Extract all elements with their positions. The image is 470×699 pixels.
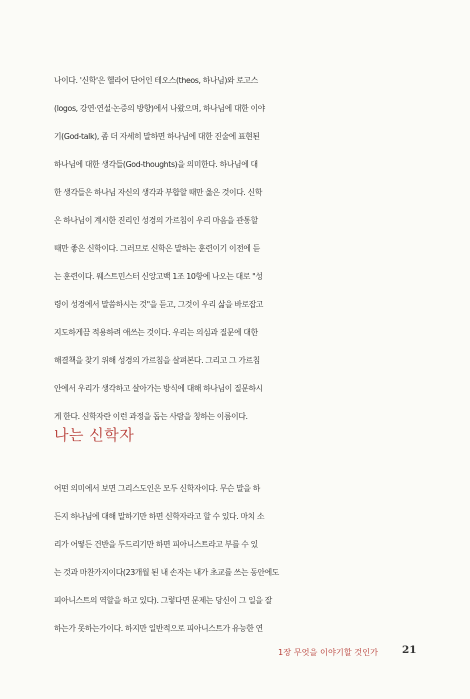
text-line: 은 하나님이 계시한 진리인 성경의 가르침이 우리 마음을 관통할 [54,216,258,225]
text-line: 때만 좋은 신학이다. 그러므로 신학은 말하는 훈련이기 이전에 듣 [54,244,260,253]
text-line: 는 훈련이다. 웨스트민스터 신앙고백 1조 10항에 나오는 대로 "성 [54,272,263,281]
text-line: 기(God-talk), 좀 더 자세히 말하면 하나님에 대한 진술에 표현된 [54,132,260,141]
text-line: 지도하게끔 적용하려 애쓰는 것이다. 우리는 의심과 질문에 대한 [54,328,258,337]
text-line: 령이 성경에서 말씀하시는 것"을 듣고, 그것이 우리 삶을 바로잡고 [54,300,264,309]
page-number: 21 [402,644,417,656]
text-line: 하는가 못하는가이다. 하지만 일반적으로 피아니스트가 유능한 연 [54,624,263,633]
body-paragraph-1 [54,67,424,431]
body-paragraph-2 [54,475,424,643]
text-line: (logos, 강연·연설·논증의 방향)에서 나왔으며, 하나님에 대한 이야 [54,104,265,113]
text-line: 나이다. '신학'은 헬라어 단어인 테오스(theos, 하나님)와 로고스 [54,76,258,85]
text-line: 는 것과 마찬가지이다(23개월 된 내 손자는 내가 초교를 쓰는 동안에도 [54,568,279,577]
text-line: 한 생각들은 하나님 자신의 생각과 부합할 때만 옳은 것이다. 신학 [54,188,263,197]
text-line: 든지 하나님에 대해 말하기만 하면 신학자라고 할 수 있다. 마치 소 [54,512,265,521]
text-line: 게 한다. 신학자란 이런 과정을 돕는 사람을 칭하는 이름이다. [54,412,248,421]
text-line: 안에서 우리가 생각하고 살아가는 방식에 대해 하나님이 질문하시 [54,384,263,393]
text-line: 피아니스트의 역할을 하고 있다). 그렇다면 문제는 당신이 그 일을 잘 [54,596,272,605]
text-line: 해결책을 찾기 위해 성경의 가르침을 살펴본다. 그리고 그 가르침 [54,356,260,365]
section-heading: 나는 신학자 [54,426,135,444]
text-line: 리가 어떻든 건반을 두드리기만 하면 피아니스트라고 부를 수 있 [54,540,258,549]
text-line: 어떤 의미에서 보면 그리스도인은 모두 신학자이다. 무슨 말을 하 [54,484,260,493]
running-footer-chapter: 1장 무엇을 이야기할 것인가 [278,647,379,657]
text-line: 하나님에 대한 생각들(God-thoughts)을 의미한다. 하나님에 대 [54,160,258,169]
